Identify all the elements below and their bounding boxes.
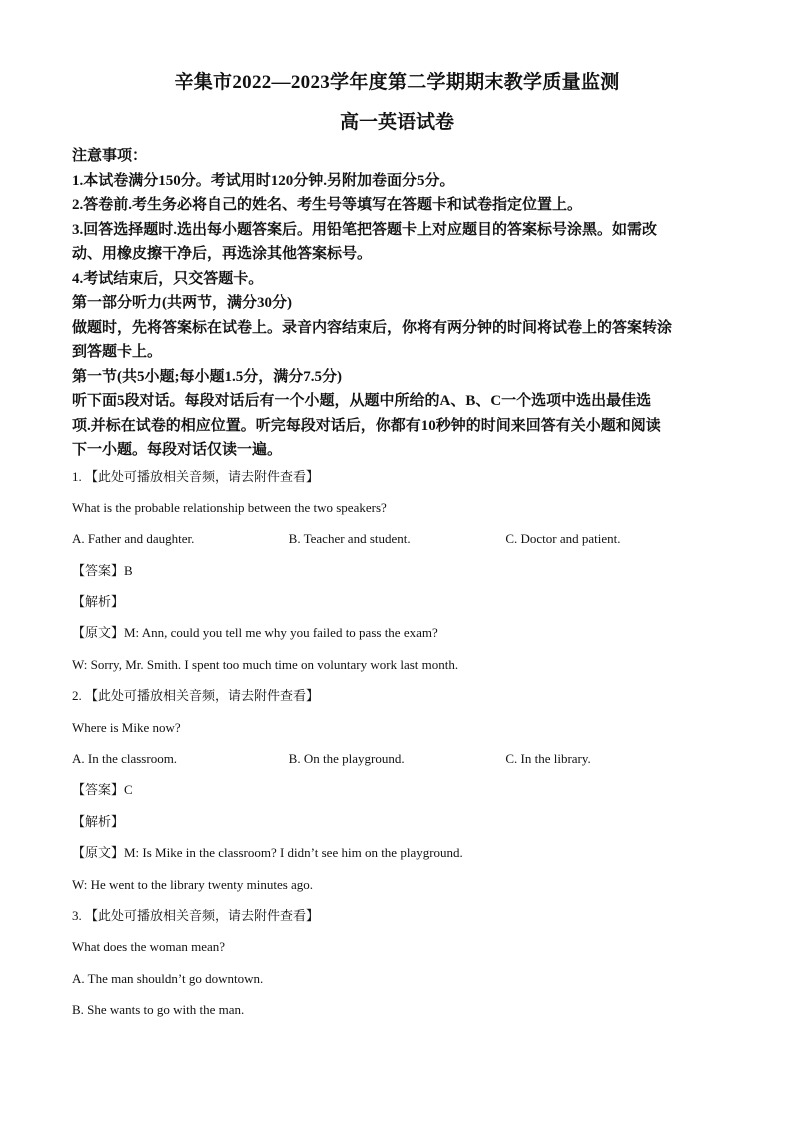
answer-label: 【答案】C bbox=[72, 782, 133, 798]
exam-page bbox=[72, 70, 722, 1034]
answer-label: 【答案】B bbox=[72, 562, 133, 578]
section-heading: 第一部分听力(共两节，满分30分) bbox=[72, 295, 292, 311]
audio-placeholder[interactable]: 1. 【此处可播放相关音频，请去附件查看】 bbox=[72, 468, 320, 484]
transcript-line: 【原文】M: Is Mike in the classroom? I didn’t see him on the playground. bbox=[72, 845, 463, 861]
instruction-line: 4.考试结束后，只交答题卡。 bbox=[72, 270, 264, 287]
question-text: Where is Mike now? bbox=[72, 719, 181, 735]
instruction-line: 项.并标在试卷的相应位置。听完每段对话后，你都有10秒钟的时间来回答有关小题和阅读 bbox=[72, 417, 661, 434]
instruction-line: 1.本试卷满分150分。考试用时120分钟.另附加卷面分5分。 bbox=[72, 172, 455, 189]
option-b: B. Teacher and student. bbox=[288, 531, 411, 547]
option-row bbox=[72, 531, 722, 547]
analysis-label: 【解析】 bbox=[72, 813, 125, 829]
instruction-line: 3.回答选择题时.选出每小题答案后。用铅笔把答题卡上对应题目的答案标号涂黑。如需改 bbox=[72, 221, 658, 238]
instruction-line: 2.答卷前.考生务必将自己的姓名、考生号等填写在答题卡和试卷指定位置上。 bbox=[72, 197, 583, 213]
instruction-line: 听下面5段对话。每段对话后有一个小题，从题中所给的A、B、C一个选项中选出最佳选 bbox=[72, 393, 652, 409]
audio-placeholder[interactable]: 3. 【此处可播放相关音频，请去附件查看】 bbox=[72, 907, 320, 923]
instruction-line: 做题时，先将答案标在试卷上。录音内容结束后，你将有两分钟的时间将试卷上的答案转涂 bbox=[72, 319, 673, 336]
option-a: A. The man shouldn’t go downtown. bbox=[72, 970, 264, 986]
transcript-line: 【原文】M: Ann, could you tell me why you failed to pass the exam? bbox=[72, 625, 438, 641]
exam-subtitle: 高一英语试卷 bbox=[339, 112, 454, 133]
instruction-line: 注意事项： bbox=[72, 148, 148, 164]
option-a: A. Father and daughter. bbox=[72, 531, 195, 547]
option-a: A. In the classroom. bbox=[72, 751, 178, 767]
audio-placeholder[interactable]: 2. 【此处可播放相关音频，请去附件查看】 bbox=[72, 688, 320, 704]
instruction-line: 下一小题。每段对话仅读一遍。 bbox=[72, 442, 283, 458]
instructions-block bbox=[72, 144, 722, 463]
option-row bbox=[72, 751, 722, 767]
option-b: B. On the playground. bbox=[288, 751, 405, 767]
option-c: C. Doctor and patient. bbox=[505, 531, 621, 547]
question-2 bbox=[72, 688, 722, 892]
exam-title: 辛集市2022—2023学年度第二学期期末教学质量监测 bbox=[174, 72, 620, 93]
instruction-line: 动、用橡皮擦干净后，再选涂其他答案标号。 bbox=[72, 246, 373, 262]
question-1 bbox=[72, 469, 722, 673]
section-heading: 第一节(共5小题;每小题1.5分，满分7.5分) bbox=[72, 368, 342, 385]
transcript-line: W: Sorry, Mr. Smith. I spent too much time on voluntary work last month. bbox=[72, 656, 459, 672]
option-c: C. In the library. bbox=[505, 751, 591, 767]
option-b: B. She wants to go with the man. bbox=[72, 1002, 245, 1018]
instruction-line: 到答题卡上。 bbox=[72, 344, 163, 360]
analysis-label: 【解析】 bbox=[72, 594, 125, 610]
question-list bbox=[72, 469, 722, 1019]
question-text: What does the woman mean? bbox=[72, 939, 226, 955]
question-text: What is the probable relationship between the two speakers? bbox=[72, 499, 387, 515]
transcript-line: W: He went to the library twenty minutes ago. bbox=[72, 876, 314, 892]
question-3 bbox=[72, 908, 722, 1018]
